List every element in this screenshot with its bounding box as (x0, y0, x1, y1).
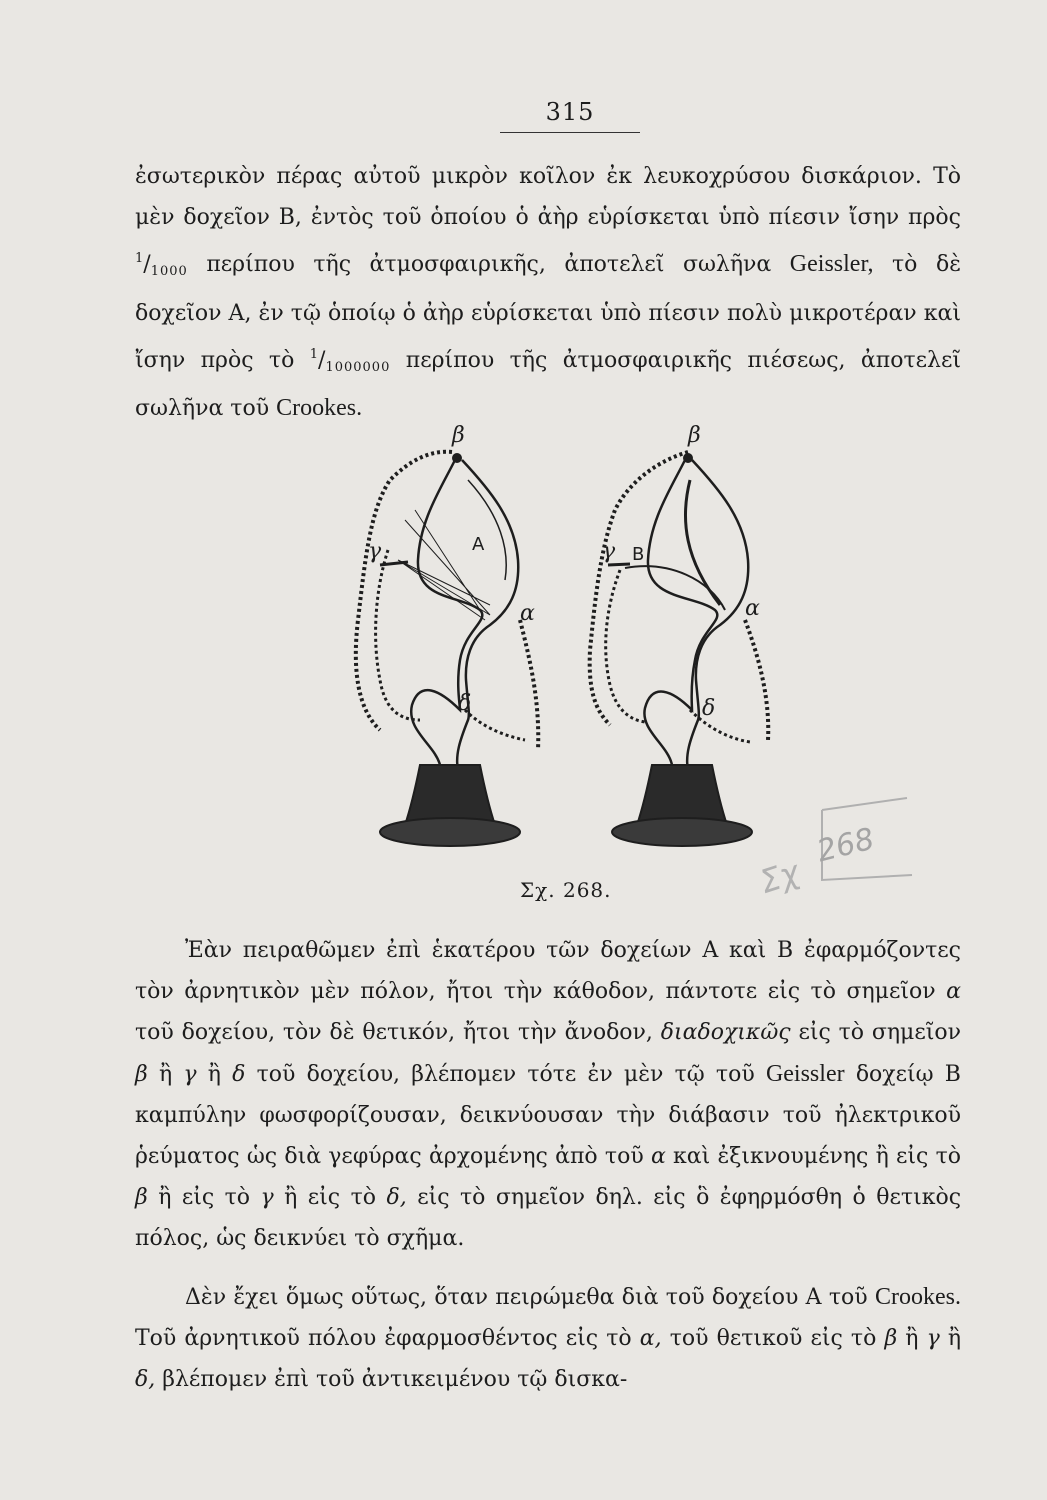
right-glow-curve (625, 566, 725, 610)
geissler-term-2: Geissler (765, 1060, 845, 1087)
left-electrode-beta (453, 454, 461, 462)
right-wire-coil-inner (606, 570, 645, 722)
right-base-plate (612, 818, 752, 846)
crookes-term-2: Crookes. (875, 1284, 962, 1310)
right-base-bell (637, 765, 727, 825)
paragraph-1-text-1: ἐσωτερικὸν πέρας αὐτοῦ μικρὸν κοῖλον ἐκ λευκοχρύσου δισκάριον. Τὸ μὲν δοχεῖον Β, ἐντὸς τοῦ ὁποίου ὁ ἀὴρ εὑρίσκεται ὑπὸ πίεσιν ἴσην πρὸς (135, 164, 961, 231)
paragraph-2-text-5: ἢ (207, 1061, 221, 1087)
point-delta-3: δ, (135, 1367, 156, 1393)
fraction-1-denominator: 1000 (150, 264, 188, 280)
paragraph-2-text-8: καὶ ἐξικνουμένης ἢ εἰς τὸ (673, 1144, 961, 1170)
paragraph-1-text-4: περίπου τῆς ἀτμοσφαιρικῆς πιέσεως, ἀποτελεῖ σωλῆνα τοῦ (135, 347, 961, 422)
left-base-plate (380, 818, 520, 846)
paragraph-1-text-2: περίπου τῆς ἀτμοσφαιρικῆς, ἀποτελεῖ σωλῆνα (206, 252, 772, 278)
label-vessel-b: B (632, 544, 645, 565)
term-diadoxikos: διαδοχικῶς (660, 1020, 791, 1046)
label-gamma-left: γ (368, 539, 382, 564)
paragraph-3-text-4: ἢ (905, 1326, 919, 1352)
left-tube-outline (411, 460, 482, 765)
paragraph-2-text-10: ἢ εἰς τὸ (284, 1185, 376, 1211)
paragraph-2 (135, 930, 961, 1260)
left-tube-inner-line (468, 480, 506, 580)
paragraph-3-text-2: Τοῦ ἀρνητικοῦ πόλου ἐφαρμοσθέντος εἰς τὸ (135, 1326, 632, 1352)
left-wire-coil-right (520, 620, 538, 750)
fraction-1-numerator: 1 (135, 251, 144, 267)
paragraph-2-text-6: τοῦ δοχείου, βλέπομεν τότε ἐν μὲν τῷ τοῦ (256, 1061, 755, 1087)
label-alpha-right: α (745, 596, 760, 621)
left-wire-coil-inner (376, 550, 420, 720)
fraction-2-denominator: 1000000 (325, 359, 391, 375)
point-alpha: α (946, 979, 961, 1005)
geissler-term: Geissler, (789, 251, 874, 278)
point-delta-2: δ, (386, 1185, 407, 1211)
paragraph-2-text-4: ἢ (158, 1061, 173, 1087)
label-gamma-right: γ (602, 539, 616, 564)
fraction-2-numerator: 1 (309, 346, 319, 362)
point-gamma-2: γ (260, 1185, 274, 1211)
paragraph-3-text-5: ἢ (947, 1326, 962, 1352)
point-alpha-2: α (650, 1144, 666, 1170)
paragraph-3-text-3: τοῦ θετικοῦ εἰς τὸ (669, 1326, 877, 1352)
figure-268-illustration (340, 420, 780, 870)
point-delta: δ (232, 1061, 246, 1087)
paragraph-2-text-9: ἢ εἰς τὸ (158, 1185, 251, 1211)
point-beta-3: β (884, 1326, 898, 1352)
page-number: 315 (545, 98, 595, 126)
paragraph-3 (135, 1277, 961, 1401)
paragraph-1-text-3: τὸ δὲ δοχεῖον Α, ἐν τῷ ὁποίῳ ὁ ἀὴρ εὑρίσκεται ὑπὸ πίεσιν πολὺ μικροτέραν καὶ ἴσην πρὸς τὸ (135, 252, 962, 373)
figure-caption: Σχ. 268. (520, 878, 612, 902)
right-electrode-gamma (608, 564, 630, 565)
paragraph-3-text-6: βλέπομεν ἐπὶ τοῦ ἀντικειμένου τῷ δισκα- (162, 1367, 628, 1393)
page-number-rule (500, 132, 640, 133)
right-electrode-beta (684, 454, 692, 462)
paragraph-2-text-11: εἰς τὸ σημεῖον δηλ. εἰς ὃ ἐφηρμόσθη ὁ θετικὸς πόλος, ὡς δεικνύει τὸ σχῆμα. (135, 1185, 962, 1252)
left-wire-coil-bottom (465, 710, 525, 740)
point-beta-2: β (135, 1185, 148, 1211)
paragraph-2-text-1: Ἐὰν πειραθῶμεν ἐπὶ ἑκατέρου τῶν δοχείων Α καὶ Β ἐφαρμόζοντες τὸν ἀρνητικὸν μὲν πόλον, ἤτοι τὴν κάθοδον, πάντοτε εἰς τὸ σημεῖον (135, 938, 961, 1005)
right-wire-coil-outer (590, 452, 688, 725)
label-beta-right: β (688, 423, 701, 448)
crookes-term: Crookes. (276, 395, 363, 422)
right-wire-coil-right (745, 620, 768, 740)
point-beta: β (135, 1061, 148, 1087)
label-vessel-a: A (472, 534, 485, 555)
label-delta-right: δ (702, 696, 716, 721)
label-alpha-left: α (520, 601, 535, 626)
paragraph-1: ἐσωτερικὸν πέρας αὐτοῦ μικρὸν κοῖλον ἐκ λευκοχρύσου δισκάριον. Τὸ μὲν δοχεῖον Β, ἐντὸς τοῦ ὁποίου ὁ ἀὴρ εὑρίσκεται ὑπὸ πίεσιν ἴσην πρὸς $^1/_{1000}$ περίπου τῆς ἀτμοσφαιρικῆς, ἀποτελεῖ σωλῆνα Geissler, τὸ δὲ δοχεῖον Α, ἐν τῷ ὁποίῳ ὁ ἀὴρ εὑρίσκεται ὑπὸ πίεσιν πολὺ μικροτέραν καὶ ἴσην πρὸς τὸ $^1/_{1000000}$ περίπου τῆς ἀτμοσφαιρικῆς πιέσεως, ἀποτελεῖ σωλῆνα τοῦ Crookes. (135, 164, 962, 422)
paragraph-2-text-2: τοῦ δοχείου, τὸν δὲ θετικόν, ἤτοι τὴν ἄνοδον, (135, 1020, 653, 1046)
left-cathode-rays (398, 510, 490, 620)
point-gamma: γ (183, 1061, 197, 1087)
handwritten-figure-note (752, 780, 932, 930)
paragraph-2-text-3: εἰς τὸ σημεῖον (798, 1020, 961, 1046)
paragraph-3-text-1: Δὲν ἔχει ὅμως οὕτως, ὅταν πειρώμεθα διὰ τοῦ δοχείου Α τοῦ (185, 1285, 868, 1310)
right-glow-arc (685, 480, 720, 605)
handwritten-prefix: Σχ (755, 852, 805, 902)
point-gamma-3: γ (926, 1326, 940, 1352)
left-base-bell (405, 765, 495, 825)
point-alpha-3: α, (639, 1326, 662, 1352)
label-delta-left: δ (458, 691, 472, 716)
discharge-tubes-engraving (340, 420, 780, 870)
paragraph-2-text-7: δοχείῳ Β καμπύλην φωσφορίζουσαν, δεικνύουσαν τὴν διάβασιν τοῦ ἠλεκτρικοῦ ῥεύματος ὡς διὰ γεφύρας ἀρχομένης ἀπὸ τοῦ (135, 1061, 961, 1170)
handwritten-number: 268 (813, 821, 878, 870)
label-beta-left: β (452, 423, 465, 448)
